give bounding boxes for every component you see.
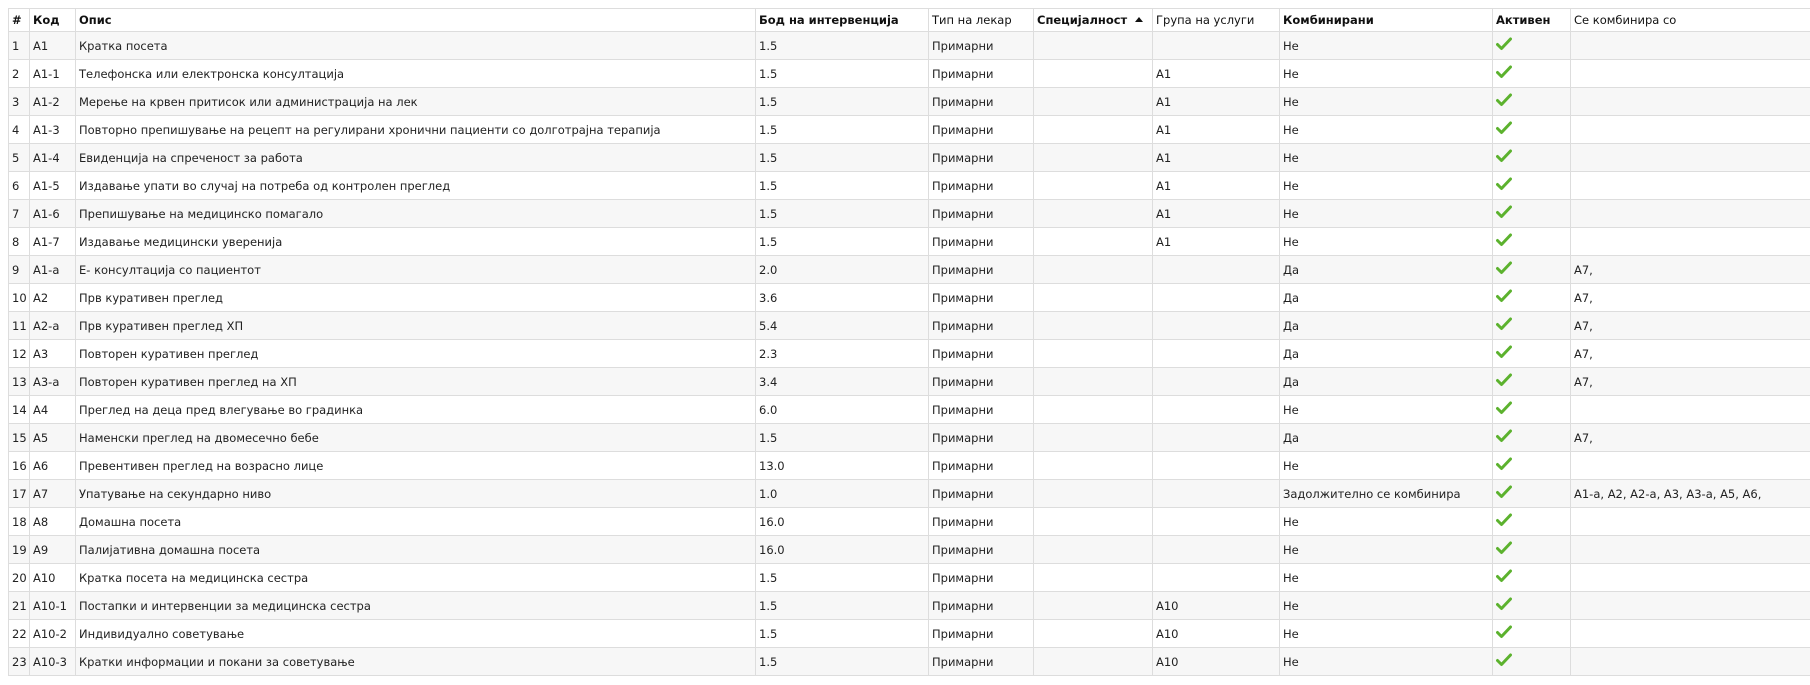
cell-service-group <box>1153 508 1280 536</box>
checkmark-icon <box>1496 569 1512 586</box>
cell-specialty <box>1034 172 1153 200</box>
cell-combines-with: А7, <box>1571 312 1810 340</box>
table-row[interactable] <box>9 620 1810 648</box>
cell-service-group <box>1153 536 1280 564</box>
cell-specialty <box>1034 32 1153 60</box>
checkmark-icon <box>1496 177 1512 194</box>
table-row[interactable] <box>9 340 1810 368</box>
cell-active <box>1493 452 1571 480</box>
cell-combined: Не <box>1280 536 1493 564</box>
table-row[interactable] <box>9 60 1810 88</box>
cell-code: А10-1 <box>30 592 76 620</box>
cell-points: 16.0 <box>756 508 929 536</box>
checkmark-icon <box>1496 653 1512 670</box>
cell-combines-with: А7, <box>1571 424 1810 452</box>
cell-description: Издавање упати во случај на потреба од контролен преглед <box>76 172 756 200</box>
cell-combines-with <box>1571 88 1810 116</box>
cell-number: 21 <box>9 592 30 620</box>
cell-active <box>1493 284 1571 312</box>
cell-service-group <box>1153 256 1280 284</box>
column-header-number[interactable]: # <box>9 9 30 32</box>
cell-combined: Не <box>1280 88 1493 116</box>
cell-service-group <box>1153 340 1280 368</box>
table-row[interactable] <box>9 200 1810 228</box>
cell-specialty <box>1034 144 1153 172</box>
cell-combined: Не <box>1280 228 1493 256</box>
column-header-code[interactable]: Код <box>30 9 76 32</box>
cell-doctor-type: Примарни <box>929 200 1034 228</box>
cell-combined: Да <box>1280 256 1493 284</box>
checkmark-icon <box>1496 37 1512 54</box>
cell-combined: Не <box>1280 144 1493 172</box>
cell-code: А4 <box>30 396 76 424</box>
cell-doctor-type: Примарни <box>929 172 1034 200</box>
table-row[interactable] <box>9 648 1810 676</box>
cell-combined: Не <box>1280 116 1493 144</box>
cell-description: Преглед на деца пред влегување во градинка <box>76 396 756 424</box>
cell-combines-with: А7, <box>1571 284 1810 312</box>
cell-active <box>1493 620 1571 648</box>
cell-specialty <box>1034 508 1153 536</box>
table-row[interactable] <box>9 228 1810 256</box>
cell-combined: Не <box>1280 620 1493 648</box>
cell-description: Кратка посета <box>76 32 756 60</box>
cell-specialty <box>1034 228 1153 256</box>
checkmark-icon <box>1496 401 1512 418</box>
cell-points: 5.4 <box>756 312 929 340</box>
cell-active <box>1493 648 1571 676</box>
cell-points: 1.5 <box>756 620 929 648</box>
cell-points: 1.5 <box>756 32 929 60</box>
cell-specialty <box>1034 620 1153 648</box>
cell-number: 11 <box>9 312 30 340</box>
cell-doctor-type: Примарни <box>929 648 1034 676</box>
cell-doctor-type: Примарни <box>929 424 1034 452</box>
table-row[interactable] <box>9 116 1810 144</box>
cell-combines-with: А1-а, А2, А2-а, А3, А3-а, А5, А6, <box>1571 480 1810 508</box>
table-row[interactable] <box>9 508 1810 536</box>
cell-combined: Задолжително се комбинира <box>1280 480 1493 508</box>
cell-active <box>1493 60 1571 88</box>
cell-code: А6 <box>30 452 76 480</box>
cell-code: А2-а <box>30 312 76 340</box>
cell-description: Повторно препишување на рецепт на регулирани хронични пациенти со долготрајна терапија <box>76 116 756 144</box>
cell-combined: Не <box>1280 396 1493 424</box>
checkmark-icon <box>1496 121 1512 138</box>
cell-code: А10-2 <box>30 620 76 648</box>
cell-active <box>1493 144 1571 172</box>
checkmark-icon <box>1496 457 1512 474</box>
cell-combined: Да <box>1280 340 1493 368</box>
cell-number: 23 <box>9 648 30 676</box>
cell-code: А10 <box>30 564 76 592</box>
cell-number: 12 <box>9 340 30 368</box>
cell-doctor-type: Примарни <box>929 116 1034 144</box>
cell-specialty <box>1034 564 1153 592</box>
cell-specialty <box>1034 312 1153 340</box>
cell-number: 3 <box>9 88 30 116</box>
cell-service-group <box>1153 32 1280 60</box>
cell-combined: Да <box>1280 368 1493 396</box>
cell-description: Прв куративен преглед <box>76 284 756 312</box>
cell-description: Прв куративен преглед ХП <box>76 312 756 340</box>
cell-number: 22 <box>9 620 30 648</box>
cell-active <box>1493 564 1571 592</box>
table-row[interactable] <box>9 424 1810 452</box>
cell-combines-with: А7, <box>1571 368 1810 396</box>
cell-specialty <box>1034 284 1153 312</box>
cell-code: А1 <box>30 32 76 60</box>
cell-specialty <box>1034 396 1153 424</box>
cell-doctor-type: Примарни <box>929 508 1034 536</box>
cell-code: А1-4 <box>30 144 76 172</box>
cell-combined: Не <box>1280 648 1493 676</box>
cell-specialty <box>1034 256 1153 284</box>
cell-points: 13.0 <box>756 452 929 480</box>
cell-doctor-type: Примарни <box>929 340 1034 368</box>
cell-doctor-type: Примарни <box>929 564 1034 592</box>
cell-doctor-type: Примарни <box>929 32 1034 60</box>
cell-description: Индивидуално советување <box>76 620 756 648</box>
cell-doctor-type: Примарни <box>929 480 1034 508</box>
table-row[interactable] <box>9 172 1810 200</box>
cell-description: Евиденција на спреченост за работа <box>76 144 756 172</box>
cell-specialty <box>1034 88 1153 116</box>
cell-combines-with: А7, <box>1571 256 1810 284</box>
table-row[interactable] <box>9 32 1810 60</box>
cell-points: 2.0 <box>756 256 929 284</box>
cell-doctor-type: Примарни <box>929 88 1034 116</box>
cell-points: 16.0 <box>756 536 929 564</box>
cell-active <box>1493 340 1571 368</box>
column-header-doctor-type[interactable]: Тип на лекар <box>929 9 1034 32</box>
table-row[interactable] <box>9 256 1810 284</box>
cell-code: А3-а <box>30 368 76 396</box>
cell-number: 4 <box>9 116 30 144</box>
cell-number: 18 <box>9 508 30 536</box>
cell-combines-with: А7, <box>1571 340 1810 368</box>
cell-points: 1.5 <box>756 200 929 228</box>
cell-doctor-type: Примарни <box>929 256 1034 284</box>
cell-active <box>1493 508 1571 536</box>
checkmark-icon <box>1496 541 1512 558</box>
cell-code: А8 <box>30 508 76 536</box>
cell-service-group: А1 <box>1153 200 1280 228</box>
cell-combined: Не <box>1280 564 1493 592</box>
cell-combined: Да <box>1280 284 1493 312</box>
checkmark-icon <box>1496 205 1512 222</box>
checkmark-icon <box>1496 513 1512 530</box>
cell-combined: Не <box>1280 592 1493 620</box>
checkmark-icon <box>1496 345 1512 362</box>
table-row[interactable] <box>9 396 1810 424</box>
cell-active <box>1493 228 1571 256</box>
cell-doctor-type: Примарни <box>929 144 1034 172</box>
cell-code: А1-1 <box>30 60 76 88</box>
cell-doctor-type: Примарни <box>929 228 1034 256</box>
cell-number: 6 <box>9 172 30 200</box>
cell-active <box>1493 592 1571 620</box>
cell-service-group <box>1153 452 1280 480</box>
cell-combines-with <box>1571 144 1810 172</box>
cell-description: Упатување на секундарно ниво <box>76 480 756 508</box>
cell-combined: Не <box>1280 32 1493 60</box>
cell-combined: Не <box>1280 452 1493 480</box>
cell-number: 8 <box>9 228 30 256</box>
cell-number: 10 <box>9 284 30 312</box>
table-row[interactable] <box>9 536 1810 564</box>
cell-doctor-type: Примарни <box>929 536 1034 564</box>
checkmark-icon <box>1496 373 1512 390</box>
services-grid <box>8 8 1810 676</box>
column-header-points[interactable]: Бод на интервенција <box>756 9 929 32</box>
cell-service-group <box>1153 480 1280 508</box>
cell-code: А3 <box>30 340 76 368</box>
cell-active <box>1493 200 1571 228</box>
cell-combined: Да <box>1280 424 1493 452</box>
cell-number: 2 <box>9 60 30 88</box>
cell-points: 1.5 <box>756 648 929 676</box>
services-table <box>8 8 1810 676</box>
cell-doctor-type: Примарни <box>929 368 1034 396</box>
cell-specialty <box>1034 60 1153 88</box>
table-row[interactable] <box>9 368 1810 396</box>
checkmark-icon <box>1496 65 1512 82</box>
cell-service-group: А10 <box>1153 648 1280 676</box>
cell-code: А10-3 <box>30 648 76 676</box>
cell-active <box>1493 116 1571 144</box>
cell-doctor-type: Примарни <box>929 452 1034 480</box>
table-row[interactable] <box>9 452 1810 480</box>
cell-combines-with <box>1571 508 1810 536</box>
cell-doctor-type: Примарни <box>929 284 1034 312</box>
cell-points: 1.5 <box>756 424 929 452</box>
cell-combined: Не <box>1280 172 1493 200</box>
header-row <box>9 9 1810 32</box>
cell-active <box>1493 172 1571 200</box>
table-row[interactable] <box>9 564 1810 592</box>
cell-combines-with <box>1571 172 1810 200</box>
table-row[interactable] <box>9 88 1810 116</box>
cell-points: 3.6 <box>756 284 929 312</box>
table-body <box>9 32 1810 676</box>
cell-service-group: А1 <box>1153 60 1280 88</box>
checkmark-icon <box>1496 233 1512 250</box>
cell-description: Телефонска или електронска консултација <box>76 60 756 88</box>
cell-service-group: А1 <box>1153 144 1280 172</box>
checkmark-icon <box>1496 429 1512 446</box>
cell-combines-with <box>1571 60 1810 88</box>
cell-service-group: А1 <box>1153 116 1280 144</box>
cell-description: Постапки и интервенции за медицинска сестра <box>76 592 756 620</box>
cell-combines-with <box>1571 32 1810 60</box>
cell-active <box>1493 536 1571 564</box>
cell-active <box>1493 312 1571 340</box>
cell-service-group: А1 <box>1153 88 1280 116</box>
cell-combines-with <box>1571 396 1810 424</box>
cell-service-group: А10 <box>1153 592 1280 620</box>
column-header-description[interactable]: Опис <box>76 9 756 32</box>
column-header-specialty-label: Специјалност <box>1037 13 1128 27</box>
cell-number: 1 <box>9 32 30 60</box>
cell-description: Мерење на крвен притисок или администрација на лек <box>76 88 756 116</box>
cell-active <box>1493 396 1571 424</box>
cell-points: 3.4 <box>756 368 929 396</box>
cell-description: Е- консултација со пациентот <box>76 256 756 284</box>
cell-specialty <box>1034 368 1153 396</box>
cell-description: Повторен куративен преглед на ХП <box>76 368 756 396</box>
cell-description: Издавање медицински уверенија <box>76 228 756 256</box>
cell-code: А2 <box>30 284 76 312</box>
cell-combines-with <box>1571 228 1810 256</box>
column-header-service-group[interactable]: Група на услуги <box>1153 9 1280 32</box>
cell-description: Кратки информации и покани за советување <box>76 648 756 676</box>
checkmark-icon <box>1496 625 1512 642</box>
cell-points: 1.5 <box>756 172 929 200</box>
cell-code: А1-5 <box>30 172 76 200</box>
cell-number: 20 <box>9 564 30 592</box>
cell-description: Препишување на медицинско помагало <box>76 200 756 228</box>
cell-code: А1-3 <box>30 116 76 144</box>
column-header-combined[interactable]: Комбинирани <box>1280 9 1493 32</box>
cell-combined: Да <box>1280 312 1493 340</box>
cell-number: 16 <box>9 452 30 480</box>
cell-combined: Не <box>1280 200 1493 228</box>
cell-combines-with <box>1571 648 1810 676</box>
cell-combines-with <box>1571 200 1810 228</box>
cell-doctor-type: Примарни <box>929 312 1034 340</box>
cell-description: Кратка посета на медицинска сестра <box>76 564 756 592</box>
cell-combines-with <box>1571 452 1810 480</box>
cell-combined: Не <box>1280 508 1493 536</box>
cell-specialty <box>1034 648 1153 676</box>
column-header-active[interactable]: Активен <box>1493 9 1571 32</box>
cell-number: 19 <box>9 536 30 564</box>
checkmark-icon <box>1496 289 1512 306</box>
cell-description: Домашна посета <box>76 508 756 536</box>
cell-specialty <box>1034 452 1153 480</box>
checkmark-icon <box>1496 597 1512 614</box>
cell-points: 1.5 <box>756 60 929 88</box>
cell-service-group: А1 <box>1153 228 1280 256</box>
checkmark-icon <box>1496 93 1512 110</box>
column-header-combines-with[interactable]: Се комбинира со <box>1571 9 1810 32</box>
cell-points: 6.0 <box>756 396 929 424</box>
cell-points: 1.5 <box>756 88 929 116</box>
cell-combined: Не <box>1280 60 1493 88</box>
cell-code: А1-7 <box>30 228 76 256</box>
cell-active <box>1493 480 1571 508</box>
cell-service-group <box>1153 312 1280 340</box>
cell-code: А5 <box>30 424 76 452</box>
cell-specialty <box>1034 592 1153 620</box>
cell-points: 2.3 <box>756 340 929 368</box>
cell-combines-with <box>1571 116 1810 144</box>
cell-description: Повторен куративен преглед <box>76 340 756 368</box>
cell-description: Превентивен преглед на возрасно лице <box>76 452 756 480</box>
cell-doctor-type: Примарни <box>929 396 1034 424</box>
sort-ascending-icon[interactable] <box>1135 17 1143 22</box>
column-header-specialty[interactable] <box>1034 9 1153 32</box>
cell-number: 15 <box>9 424 30 452</box>
cell-service-group: А1 <box>1153 172 1280 200</box>
checkmark-icon <box>1496 317 1512 334</box>
cell-service-group <box>1153 368 1280 396</box>
cell-points: 1.5 <box>756 144 929 172</box>
cell-specialty <box>1034 536 1153 564</box>
cell-active <box>1493 32 1571 60</box>
checkmark-icon <box>1496 149 1512 166</box>
table-row[interactable] <box>9 312 1810 340</box>
cell-code: А1-2 <box>30 88 76 116</box>
table-row[interactable] <box>9 284 1810 312</box>
cell-number: 14 <box>9 396 30 424</box>
cell-service-group: А10 <box>1153 620 1280 648</box>
cell-service-group <box>1153 424 1280 452</box>
cell-combines-with <box>1571 564 1810 592</box>
cell-service-group <box>1153 396 1280 424</box>
table-row[interactable] <box>9 592 1810 620</box>
cell-number: 17 <box>9 480 30 508</box>
cell-combines-with <box>1571 592 1810 620</box>
cell-description: Наменски преглед на двомесечно бебе <box>76 424 756 452</box>
cell-specialty <box>1034 200 1153 228</box>
cell-number: 7 <box>9 200 30 228</box>
table-row[interactable] <box>9 480 1810 508</box>
cell-active <box>1493 424 1571 452</box>
cell-specialty <box>1034 424 1153 452</box>
cell-points: 1.5 <box>756 116 929 144</box>
checkmark-icon <box>1496 261 1512 278</box>
cell-number: 13 <box>9 368 30 396</box>
cell-specialty <box>1034 480 1153 508</box>
cell-description: Палијативна домашна посета <box>76 536 756 564</box>
cell-specialty <box>1034 340 1153 368</box>
cell-specialty <box>1034 116 1153 144</box>
cell-number: 9 <box>9 256 30 284</box>
cell-code: А1-а <box>30 256 76 284</box>
cell-points: 1.5 <box>756 564 929 592</box>
cell-doctor-type: Примарни <box>929 592 1034 620</box>
cell-code: А1-6 <box>30 200 76 228</box>
cell-points: 1.5 <box>756 592 929 620</box>
cell-number: 5 <box>9 144 30 172</box>
table-row[interactable] <box>9 144 1810 172</box>
checkmark-icon <box>1496 485 1512 502</box>
cell-service-group <box>1153 564 1280 592</box>
cell-doctor-type: Примарни <box>929 60 1034 88</box>
cell-active <box>1493 256 1571 284</box>
cell-code: А9 <box>30 536 76 564</box>
cell-service-group <box>1153 284 1280 312</box>
cell-code: А7 <box>30 480 76 508</box>
cell-combines-with <box>1571 620 1810 648</box>
cell-combines-with <box>1571 536 1810 564</box>
cell-active <box>1493 368 1571 396</box>
cell-points: 1.0 <box>756 480 929 508</box>
cell-points: 1.5 <box>756 228 929 256</box>
cell-doctor-type: Примарни <box>929 620 1034 648</box>
cell-active <box>1493 88 1571 116</box>
